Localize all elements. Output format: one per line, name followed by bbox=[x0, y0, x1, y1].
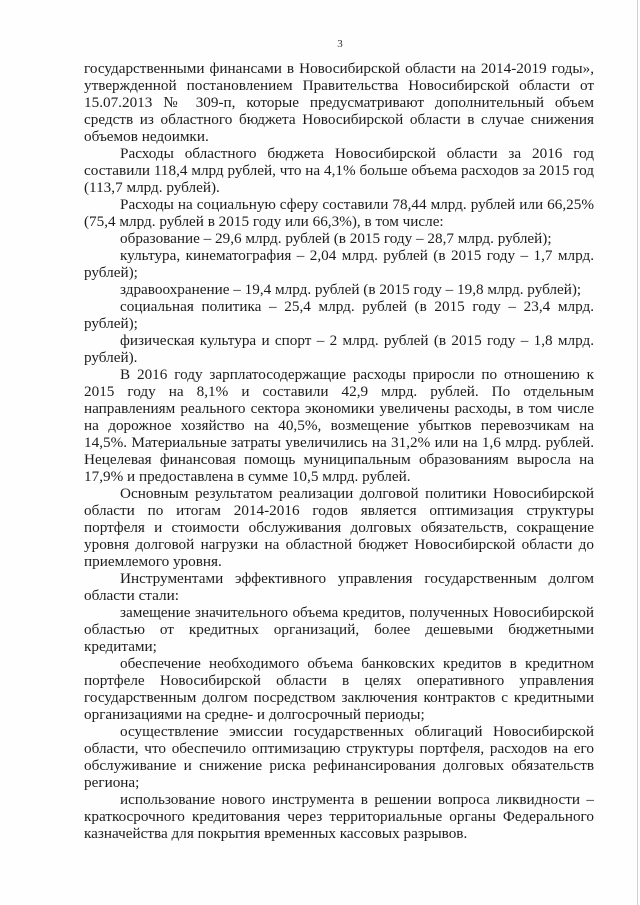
list-item-social-policy: социальная политика – 25,4 млрд. рублей (в 2015 году – 23,4 млрд. рублей); bbox=[84, 298, 594, 332]
list-item-bank-credits: обеспечение необходимого объема банковских кредитов в кредитном портфеле Новосибирской области в целях оперативного управления государственным долгом посредством заключения контрактов с кредитными организациями на средне- и долгосрочный периоды; bbox=[84, 655, 594, 723]
paragraph-continuation: государственными финансами в Новосибирской области на 2014-2019 годы», утвержденной постановлением Правительства Новосибирской области от 15.07.2013 № 309-п, которые предусматривают дополнительный объем средств из областного бюджета Новосибирской области в случае снижения объемов недоимки. bbox=[84, 60, 594, 145]
list-item-bond-issue: осуществление эмиссии государственных облигаций Новосибирской области, что обеспечило оптимизацию структуры портфеля, расходов на его обслуживание и снижение риска рефинансирования долговых обязательств региона; bbox=[84, 723, 594, 791]
list-item-treasury-credit: использование нового инструмента в решении вопроса ликвидности – краткосрочного кредитования через территориальные органы Федерального казначейства для покрытия временных кассовых разрывов. bbox=[84, 791, 594, 842]
list-item-culture: культура, кинематография – 2,04 млрд. рублей (в 2015 году – 1,7 млрд. рублей); bbox=[84, 247, 594, 281]
paragraph-debt-policy: Основным результатом реализации долговой политики Новосибирской области по итогам 2014-2016 годов является оптимизация структуры портфеля и стоимости обслуживания долговых обязательств, сокращение уровня долговой нагрузки на областной бюджет Новосибирской области до приемлемого уровня. bbox=[84, 485, 594, 570]
document-body bbox=[84, 60, 594, 842]
page-number: 3 bbox=[337, 38, 343, 50]
paragraph-social-sphere: Расходы на социальную сферу составили 78,44 млрд. рублей или 66,25% (75,4 млрд. рублей в 2015 году или 66,3%), в том числе: bbox=[84, 196, 594, 230]
paragraph-debt-instruments: Инструментами эффективного управления государственным долгом области стали: bbox=[84, 570, 594, 604]
paragraph-expenditures-total: Расходы областного бюджета Новосибирской области за 2016 год составили 118,4 млрд рублей, что на 4,1% больше объема расходов за 2015 год (113,7 млрд. рублей). bbox=[84, 145, 594, 196]
page-edge-line bbox=[637, 0, 638, 905]
paragraph-salary-expenditures: В 2016 году зарплатосодержащие расходы приросли по отношению к 2015 году на 8,1% и составили 42,9 млрд. рублей. По отдельным направлениям реального сектора экономики увеличены расходы, в том числе на дорожное хозяйство на 40,5%, возмещение убытков перевозчикам на 14,5%. Материальные затраты увеличились на 31,2% или на 1,6 млрд. рублей. Нецелевая финансовая помощь муниципальным образованиям выросла на 17,9% и предоставлена в сумме 10,5 млрд. рублей. bbox=[84, 366, 594, 485]
list-item-education: образование – 29,6 млрд. рублей (в 2015 году – 28,7 млрд. рублей); bbox=[120, 230, 552, 247]
list-item-healthcare: здравоохранение – 19,4 млрд. рублей (в 2015 году – 19,8 млрд. рублей); bbox=[120, 281, 582, 298]
list-item-sport: физическая культура и спорт – 2 млрд. рублей (в 2015 году – 1,8 млрд. рублей). bbox=[84, 332, 594, 366]
list-item-loan-replacement: замещение значительного объема кредитов, полученных Новосибирской областью от кредитных организаций, более дешевыми бюджетными кредитами; bbox=[84, 604, 594, 655]
